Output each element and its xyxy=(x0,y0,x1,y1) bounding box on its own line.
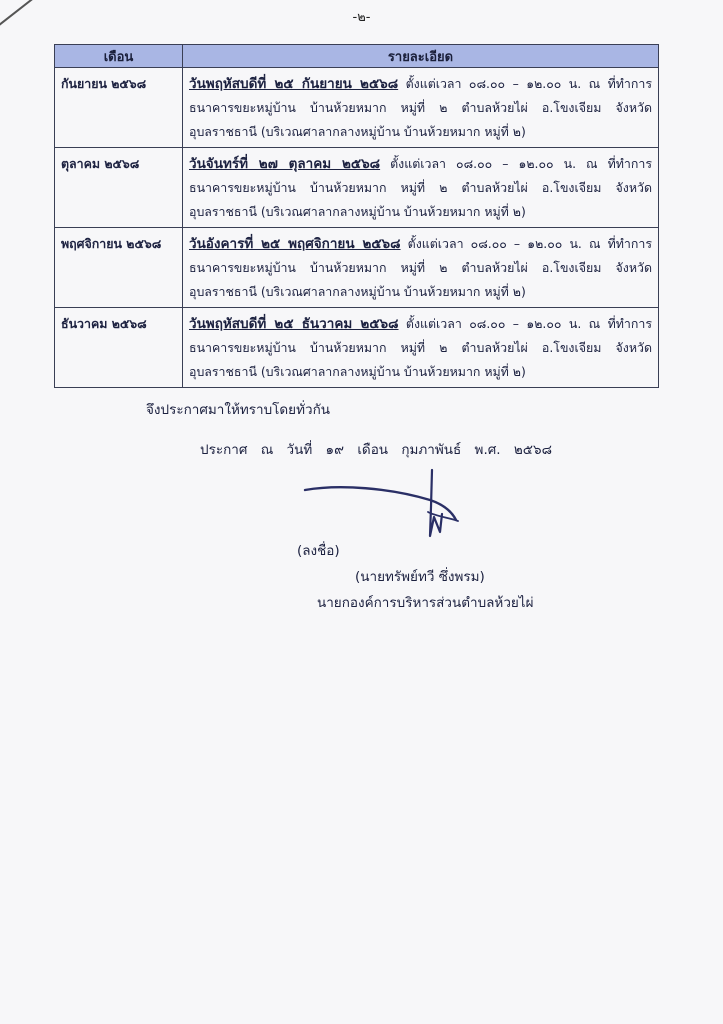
row-detail xyxy=(183,148,659,228)
row-time-place: ตั้งแต่เวลา ๐๘.๐๐ – ๑๒.๐๐ น. ณ ที่ทำการ xyxy=(390,156,652,171)
row-location: อุบลราชธานี (บริเวณศาลากลางหมู่บ้าน บ้านห้วยหมาก หมู่ที่ ๒) xyxy=(189,284,526,299)
announce-month-label: เดือน xyxy=(357,442,389,458)
header-month: เดือน xyxy=(55,45,183,68)
table-row xyxy=(55,68,659,148)
row-address: ธนาคารขยะหมู่บ้าน บ้านห้วยหมาก หมู่ที่ ๒ ตำบลห้วยไผ่ อ.โขงเจียม จังหวัด xyxy=(189,100,652,115)
announce-prefix: ประกาศ xyxy=(200,442,248,458)
page-number: -๒- xyxy=(352,10,371,25)
table-row xyxy=(55,228,659,308)
announce-month: กุมภาพันธ์ xyxy=(401,442,462,458)
row-address: ธนาคารขยะหมู่บ้าน บ้านห้วยหมาก หมู่ที่ ๒ ตำบลห้วยไผ่ อ.โขงเจียม จังหวัด xyxy=(189,260,652,275)
row-location: อุบลราชธานี (บริเวณศาลากลางหมู่บ้าน บ้านห้วยหมาก หมู่ที่ ๒) xyxy=(189,204,526,219)
closing-statement: จึงประกาศมาให้ทราบโดยทั่วกัน xyxy=(146,402,330,418)
table-row xyxy=(55,148,659,228)
row-date: วันพฤหัสบดีที่ ๒๕ กันยายน ๒๕๖๘ xyxy=(189,76,399,92)
row-detail xyxy=(183,68,659,148)
announce-at: ณ xyxy=(260,442,274,458)
handwritten-signature xyxy=(300,462,470,542)
row-date: วันจันทร์ที่ ๒๗ ตุลาคม ๒๕๖๘ xyxy=(189,156,381,172)
signer-title: นายกองค์การบริหารส่วนตำบลห้วยไผ่ xyxy=(317,595,534,611)
row-address: ธนาคารขยะหมู่บ้าน บ้านห้วยหมาก หมู่ที่ ๒ ตำบลห้วยไผ่ อ.โขงเจียม จังหวัด xyxy=(189,340,652,355)
row-time-place: ตั้งแต่เวลา ๐๘.๐๐ – ๑๒.๐๐ น. ณ ที่ทำการ xyxy=(407,236,652,251)
row-month: พฤศจิกายน ๒๕๖๘ xyxy=(55,228,183,308)
row-detail xyxy=(183,228,659,308)
schedule-table xyxy=(54,44,659,388)
row-time-place: ตั้งแต่เวลา ๐๘.๐๐ – ๑๒.๐๐ น. ณ ที่ทำการ xyxy=(405,316,652,331)
row-detail xyxy=(183,308,659,388)
row-month: ตุลาคม ๒๕๖๘ xyxy=(55,148,183,228)
announce-day: ๑๙ xyxy=(325,442,345,458)
signer-name: (นายทรัพย์ทวี ซึ่งพรม) xyxy=(355,569,485,585)
row-location: อุบลราชธานี (บริเวณศาลากลางหมู่บ้าน บ้านห้วยหมาก หมู่ที่ ๒) xyxy=(189,364,526,379)
row-date: วันพฤหัสบดีที่ ๒๕ ธันวาคม ๒๕๖๘ xyxy=(189,316,399,332)
row-date: วันอังคารที่ ๒๕ พฤศจิกายน ๒๕๖๘ xyxy=(189,236,401,252)
header-detail: รายละเอียด xyxy=(183,45,659,68)
row-time-place: ตั้งแต่เวลา ๐๘.๐๐ – ๑๒.๐๐ น. ณ ที่ทำการ xyxy=(405,76,652,91)
announce-year-label: พ.ศ. xyxy=(474,442,501,458)
table-header-row xyxy=(55,45,659,68)
sign-label: (ลงชื่อ) xyxy=(297,543,340,559)
row-location: อุบลราชธานี (บริเวณศาลากลางหมู่บ้าน บ้านห้วยหมาก หมู่ที่ ๒) xyxy=(189,124,526,139)
table-row xyxy=(55,308,659,388)
announce-year: ๒๕๖๘ xyxy=(513,442,553,458)
announce-day-label: วันที่ xyxy=(286,442,313,458)
row-address: ธนาคารขยะหมู่บ้าน บ้านห้วยหมาก หมู่ที่ ๒ ตำบลห้วยไผ่ อ.โขงเจียม จังหวัด xyxy=(189,180,652,195)
row-month: ธันวาคม ๒๕๖๘ xyxy=(55,308,183,388)
announcement-date-line xyxy=(200,438,561,460)
row-month: กันยายน ๒๕๖๘ xyxy=(55,68,183,148)
